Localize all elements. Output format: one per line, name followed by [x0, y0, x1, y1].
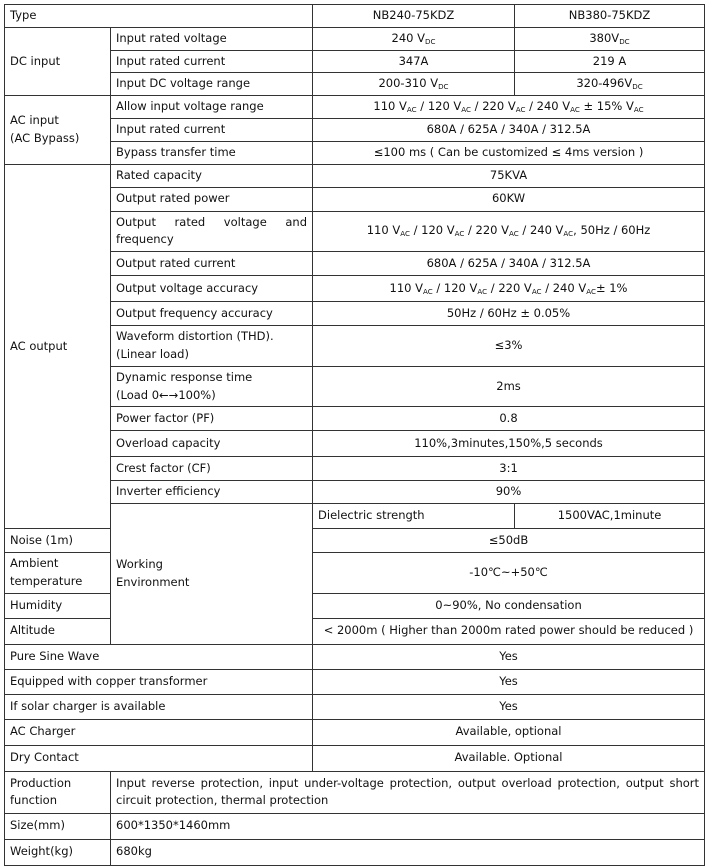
v-240: 240 V — [552, 280, 587, 295]
ac-output-section: AC output — [5, 164, 111, 529]
altitude-value: < 2000m ( Higher than 2000m rated power should be reduced ) — [313, 618, 705, 644]
ac-sub: AC — [531, 286, 542, 296]
sep: / — [487, 280, 499, 295]
dielectric-value: 1500VAC,1minute — [515, 504, 705, 529]
accuracy-label: Output voltage accuracy — [111, 276, 313, 302]
protection-label-2: function — [10, 793, 57, 808]
crest-label: Crest factor (CF) — [111, 457, 313, 481]
sep: / — [525, 99, 537, 114]
sep: / — [518, 223, 530, 238]
sep: / — [416, 99, 428, 114]
v-120: 120 V — [443, 280, 478, 295]
environment-section — [111, 504, 313, 645]
overload-value: 110%,3minutes,150%,5 seconds — [313, 431, 705, 457]
noise-label: Noise (1m) — [5, 529, 111, 553]
ac-sub: AC — [477, 286, 488, 296]
altitude-label: Altitude — [5, 618, 111, 644]
dc-range-label: Input DC voltage range — [111, 73, 313, 96]
dyn-label-2: (Load 0←→100%) — [116, 387, 216, 402]
eff-value: 90% — [313, 481, 705, 504]
range-tail: ± 15% V — [583, 99, 634, 114]
v-110: 110 V — [373, 99, 407, 114]
size-value: 600*1350*1460mm — [111, 813, 705, 839]
dc-sub: DC — [632, 82, 643, 92]
model-a: NB240-75KDZ — [313, 5, 515, 28]
dc-range-b — [515, 73, 705, 96]
dc-range-a — [313, 73, 515, 96]
ac-in-current-label: Input rated current — [111, 119, 313, 142]
dc-range-b-value: 320-496V — [576, 76, 633, 91]
dc-voltage-row — [5, 27, 705, 50]
freq-tail: , 50Hz / 60Hz — [573, 223, 651, 238]
solar-row — [5, 694, 705, 719]
v-120: 120 V — [427, 99, 462, 114]
humidity-row — [5, 593, 705, 618]
ac-sub: AC — [406, 105, 417, 115]
charger-value: Available, optional — [313, 719, 705, 745]
protection-value: Input reverse protection, input under-voltage protection, output overload protection, output short circuit protection, thermal protection — [111, 771, 705, 813]
dc-current-b: 219 A — [515, 50, 705, 73]
temp-label: Ambient temperature — [5, 553, 111, 594]
copper-row — [5, 669, 705, 694]
dyn-label — [111, 366, 313, 407]
weight-row — [5, 839, 705, 865]
ac-input-line1: AC input — [10, 113, 59, 128]
header-row — [5, 5, 705, 28]
temp-value: -10℃~+50℃ — [313, 553, 705, 594]
thd-label-1: Waveform distortion (THD). — [116, 329, 274, 344]
dry-label: Dry Contact — [5, 745, 313, 771]
ac-sub: AC — [586, 286, 596, 296]
dc-input-section: DC input — [5, 27, 111, 95]
weight-label: Weight(kg) — [5, 839, 111, 865]
dry-row — [5, 745, 705, 771]
power-value: 60KW — [313, 187, 705, 211]
ac-range-value — [313, 96, 705, 119]
dyn-label-1: Dynamic response time — [116, 369, 253, 384]
ac-sub: AC — [509, 229, 519, 239]
charger-row — [5, 719, 705, 745]
altitude-row — [5, 618, 705, 644]
size-row — [5, 813, 705, 839]
ac-sub: AC — [423, 286, 433, 296]
capacity-value: 75KVA — [313, 164, 705, 187]
protection-label-1: Production — [10, 775, 72, 790]
ac-sub: AC — [633, 105, 644, 115]
copper-label: Equipped with copper transformer — [5, 669, 313, 694]
dc-current-label: Input rated current — [111, 50, 313, 73]
ac-in-current-value: 680A / 625A / 340A / 312.5A — [313, 119, 705, 142]
dc-sub: DC — [425, 36, 436, 46]
dry-value: Available. Optional — [313, 745, 705, 771]
bypass-label: Bypass transfer time — [111, 141, 313, 164]
dc-voltage-label: Input rated voltage — [111, 27, 313, 50]
model-b: NB380-75KDZ — [515, 5, 705, 28]
ac-sub: AC — [454, 229, 465, 239]
dielectric-label: Dielectric strength — [313, 504, 515, 529]
pf-label: Power factor (PF) — [111, 407, 313, 431]
ac-sub: AC — [400, 229, 410, 239]
sep: / — [541, 280, 553, 295]
humidity-value: 0~90%, No condensation — [313, 593, 705, 618]
dc-voltage-b — [515, 27, 705, 50]
v-110: 110 V — [389, 280, 423, 295]
weight-value: 680kg — [111, 839, 705, 865]
v-220: 220 V — [482, 99, 516, 114]
overload-label: Overload capacity — [111, 431, 313, 457]
v-110: 110 V — [366, 223, 401, 238]
ac-sub: AC — [563, 229, 574, 239]
v-240: 240 V — [536, 99, 571, 114]
freq-acc-value: 50Hz / 60Hz ± 0.05% — [313, 302, 705, 326]
sep: / — [464, 223, 476, 238]
dc-sub: DC — [619, 36, 630, 46]
dc-voltage-a-value: 240 V — [391, 30, 426, 45]
v-240: 240 V — [529, 223, 564, 238]
type-label: Type — [5, 5, 313, 28]
bypass-value: ≤100 ms ( Can be customized ≤ 4ms version ) — [313, 141, 705, 164]
ac-range-row — [5, 96, 705, 119]
accuracy-tail: ± 1% — [595, 280, 628, 295]
v-220: 220 V — [475, 223, 510, 238]
accuracy-value — [313, 276, 705, 302]
v-120: 120 V — [421, 223, 455, 238]
capacity-label: Rated capacity — [111, 164, 313, 187]
dc-sub: DC — [438, 82, 449, 92]
sep: / — [471, 99, 483, 114]
size-label: Size(mm) — [5, 813, 111, 839]
sine-value: Yes — [313, 644, 705, 669]
ac-range-label: Allow input voltage range — [111, 96, 313, 119]
dc-voltage-b-value: 380V — [589, 30, 620, 45]
out-current-value: 680A / 625A / 340A / 312.5A — [313, 252, 705, 276]
dc-current-a: 347A — [313, 50, 515, 73]
humidity-label: Humidity — [5, 593, 111, 618]
ac-input-section — [5, 96, 111, 164]
spec-table — [4, 4, 705, 866]
dyn-value: 2ms — [313, 366, 705, 407]
sep: / — [409, 223, 422, 238]
temp-row — [5, 553, 705, 594]
solar-label: If solar charger is available — [5, 694, 313, 719]
capacity-row — [5, 164, 705, 187]
thd-value: ≤3% — [313, 326, 705, 367]
v-220: 220 V — [498, 280, 532, 295]
power-label: Output rated power — [111, 187, 313, 211]
thd-label-2: (Linear load) — [116, 346, 189, 361]
solar-value: Yes — [313, 694, 705, 719]
thd-label — [111, 326, 313, 367]
dc-voltage-a — [313, 27, 515, 50]
ac-input-line2: (AC Bypass) — [10, 130, 80, 145]
charger-label: AC Charger — [5, 719, 313, 745]
ac-sub: AC — [515, 105, 526, 115]
eff-label: Inverter efficiency — [111, 481, 313, 504]
ac-sub: AC — [461, 105, 472, 115]
env-line2: Environment — [116, 575, 190, 589]
sine-row — [5, 644, 705, 669]
copper-value: Yes — [313, 669, 705, 694]
freq-acc-label: Output frequency accuracy — [111, 302, 313, 326]
sep: / — [432, 280, 444, 295]
sine-label: Pure Sine Wave — [5, 644, 313, 669]
out-current-label: Output rated current — [111, 252, 313, 276]
protection-label — [5, 771, 111, 813]
protection-row — [5, 771, 705, 813]
pf-value: 0.8 — [313, 407, 705, 431]
crest-value: 3:1 — [313, 457, 705, 481]
noise-row — [5, 529, 705, 553]
noise-value: ≤50dB — [313, 529, 705, 553]
out-freq-label: Output rated voltage and frequency — [111, 211, 313, 252]
out-freq-value — [313, 211, 705, 252]
ac-sub: AC — [570, 105, 580, 115]
env-line1: Working — [116, 557, 163, 572]
dc-range-a-value: 200-310 V — [378, 76, 439, 91]
